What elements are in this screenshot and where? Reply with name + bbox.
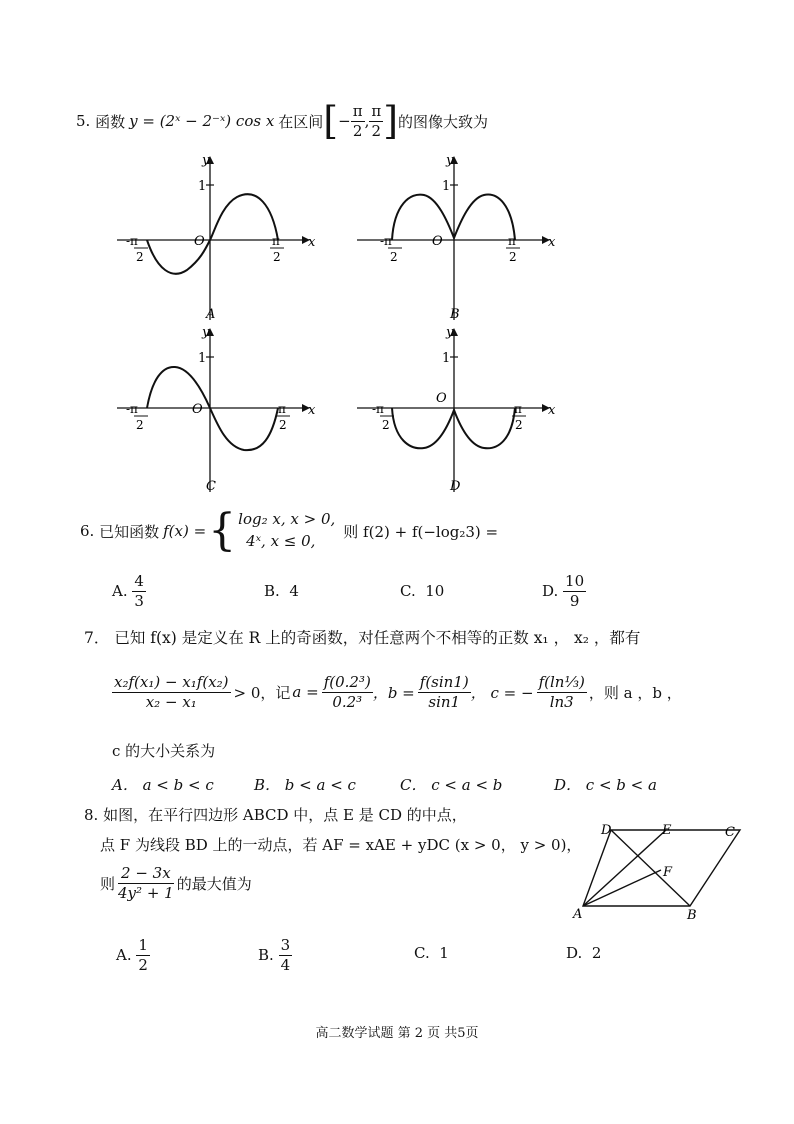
neg-pi-den: 2 [136,418,144,432]
origin-label: O [432,234,443,249]
q6-option-c [400,582,444,600]
q6-stem [80,506,498,556]
tick-one: 1 [442,351,451,366]
q8-fraction: $\frac{2 - 3x}{\text{4y² + 1}}$ [118,863,174,902]
q7-option-c: C． c < a < b [400,776,503,794]
neg-pi-label: -π [126,402,138,416]
q8-line3-pre: 则 [100,874,116,893]
pi-label: π [278,402,286,416]
q8-option-d [566,944,601,962]
neg-pi-label: -π [372,402,384,416]
q8-line-2 [100,834,581,855]
pi-den: 2 [279,418,287,432]
option-label: D. [542,582,559,601]
q7-c-frac: $\frac{\text{f(ln⅓)}}{\ln 3}$ [538,672,585,711]
q8-option-a [116,936,150,975]
pi-den: 2 [273,250,281,264]
y-axis-label: y [446,153,454,168]
vertex-a-label: A [573,907,583,922]
tick-one: 1 [442,179,451,194]
option-label: C. [400,582,416,600]
q5-stem [76,96,488,146]
graph-b-label: B [450,307,460,322]
q7-option-b: B． b < a < c [254,776,356,794]
neg-pi-label: -π [380,234,392,248]
q6-option-b [264,582,299,600]
option-label: A. [116,946,132,965]
q5-expression: y = (2ˣ − 2⁻ˣ) cos x [129,112,275,130]
q5-graph-b [352,150,562,325]
q6-number: 6. [80,522,95,540]
origin-label: O [194,234,205,249]
graph-d-label: D [450,479,461,494]
option-label: B. [264,582,280,600]
x-axis-label: x [308,235,316,250]
q7-line3-text: c 的大小关系为 [112,742,216,760]
option-label: D. [566,944,583,962]
y-axis-label: y [202,325,210,340]
q6-fx: f(x) = [163,522,207,540]
q8-option-b [258,936,292,975]
q6-tail: 则 f(2) + f(−log₂3) = [343,522,499,541]
neg-pi-den: 2 [390,250,398,264]
option-label: B. [258,946,274,965]
q7-option-a: A． a < b < c [112,776,214,794]
option-value: 4 [289,582,299,600]
q5-number: 5. [76,112,91,130]
pi-label: π [514,402,522,416]
q6-brace: { [208,505,237,556]
x-axis-label: x [548,403,556,418]
vertex-c-label: C [725,825,735,840]
tick-one: 1 [198,351,207,366]
y-axis-label: y [446,325,454,340]
point-f-label: F [663,865,673,880]
pi-den: 2 [515,418,523,432]
q8-option-c [414,944,449,962]
q5-minus: − [338,112,351,130]
q5-interval-left: $\frac{\pi}{2}$ [352,101,363,140]
q8-line-3 [100,858,252,908]
vertex-d-label: D [601,823,612,838]
option-fraction: $\frac{10}{9}$ [565,572,585,610]
q5-comma: , [364,112,370,130]
q5-mid: 在区间 [278,112,324,131]
q6-case-2: 4ˣ, x ≤ 0, [246,532,316,550]
vertex-b-label: B [687,908,697,922]
y-axis-label: y [202,153,210,168]
option-fraction: $\frac{3}{4}$ [280,936,291,974]
q5-graph-a [112,150,322,325]
q8-text-2: 点 F 为线段 BD 上的一动点，若 AF = xAE + yDC (x > 0， y > 0)， [100,836,582,854]
q7-a-lhs: a = [292,683,319,701]
neg-pi-den: 2 [136,250,144,264]
q7-option-d: D． c < b < a [554,776,657,794]
graph-a-label: A [206,307,216,322]
neg-pi-den: 2 [382,418,390,432]
pi-label: π [272,234,280,248]
option-value: 2 [591,944,602,962]
origin-label: O [192,402,203,417]
q7-ineq-tail: > 0，记 [233,683,291,702]
q7-b-lhs: ，b = [372,683,415,702]
option-fraction: $\frac{4}{3}$ [134,572,144,610]
q7-line-1 [84,626,640,648]
q5-graph-c [112,322,322,497]
q7-number: 7． [84,629,110,647]
option-value: 10 [425,582,445,600]
q5-right-bracket: ] [383,99,399,143]
q8-line3-post: 的最大值为 [176,874,252,893]
option-fraction: $\frac{1}{2}$ [138,936,148,974]
q5-graph-d [352,322,562,497]
option-label: C. [414,944,430,962]
q7-c-lhs: ， c = − [470,683,534,702]
tick-one: 1 [198,179,207,194]
q5-prefix: 函数 [95,112,126,131]
graph-c-label: C [206,479,216,494]
pi-label: π [508,234,516,248]
x-axis-label: x [548,235,556,250]
q6-option-d [542,572,586,611]
q7-line-3 [112,740,215,761]
q7-inequality: $\frac{\text{x₂f(x₁) − x₁f(x₂)}}{\text{x₂ − x₁}}$ [114,672,229,711]
q7-a-frac: $\frac{\text{f(0.2³)}}{\text{0.2³}}$ [323,672,371,711]
q7-line-2 [112,664,682,720]
q7-c-tail: ，则 a ，b ， [588,683,682,702]
neg-pi-label: -π [126,234,138,248]
x-axis-label: x [308,403,316,418]
option-value: 1 [439,944,449,962]
q8-text-1: 如图，在平行四边形 ABCD 中，点 E 是 CD 的中点， [103,806,467,824]
q5-suffix: 的图像大致为 [398,112,489,131]
q8-line-1 [84,804,467,825]
pi-den: 2 [509,250,517,264]
q6-prefix: 已知函数 [99,522,160,541]
q5-interval-right: $\frac{\pi}{2}$ [371,101,382,140]
point-e-label: E [662,823,672,838]
q7-b-frac: $\frac{f(\sin 1)}{\sin 1}$ [419,672,469,711]
origin-label: O [436,391,447,406]
q6-case-1: log₂ x, x > 0, [238,510,336,529]
q6-cases [238,509,335,553]
q6-option-a [112,572,146,611]
q8-number: 8. [84,806,99,824]
q5-left-bracket: [ [323,99,339,143]
page-footer: 高二数学试题 第 2 页 共5页 [315,1026,479,1041]
q7-text: 已知 f(x) 是定义在 R 上的奇函数，对任意两个不相等的正数 x₁ ， x₂ ，都有 [114,629,641,647]
option-label: A. [112,582,128,601]
q8-parallelogram-figure [565,818,755,922]
